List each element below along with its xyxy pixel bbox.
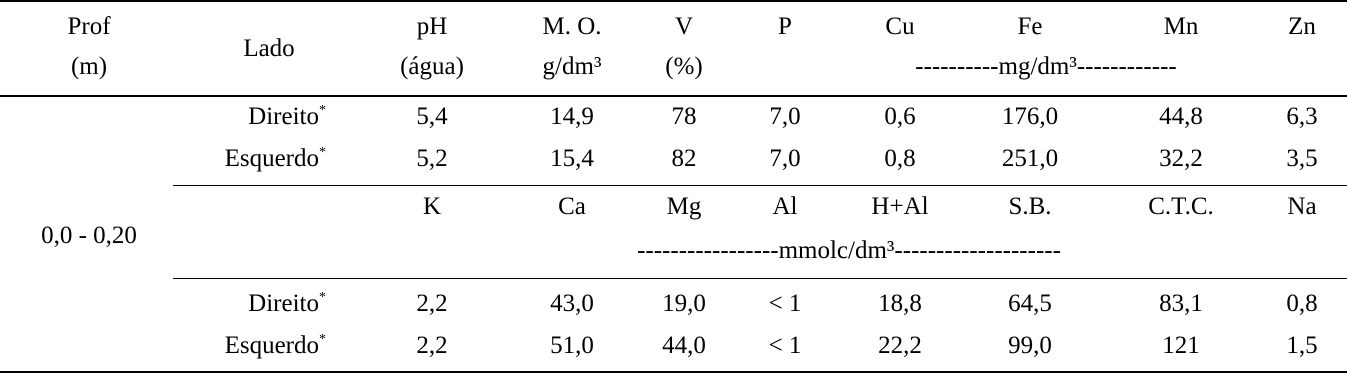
row3-ctc: 83,1: [1159, 290, 1203, 317]
header-ph-unit: (água): [400, 53, 464, 80]
row3-hal: 18,8: [878, 290, 922, 317]
header-mo: M. O.: [542, 13, 602, 40]
header-prof-unit: (m): [70, 53, 108, 80]
row2-ph: 5,2: [416, 145, 448, 172]
row3-k: 2,2: [416, 290, 448, 317]
header-mg-unit-span: ----------mg/dm³------------: [915, 53, 1177, 80]
row2-fe: 251,0: [1001, 145, 1059, 172]
row1-ph: 5,4: [416, 103, 448, 130]
row2-p: 7,0: [769, 145, 801, 172]
row4-na: 1,5: [1286, 332, 1318, 359]
row3-sb: 64,5: [1008, 290, 1052, 317]
header-hal: H+Al: [871, 193, 929, 220]
row4-lado: Esquerdo*: [224, 332, 326, 359]
header-v-unit: (%): [665, 53, 703, 80]
header-mmolc-unit-span: -----------------mmolc/dm³--------------------: [637, 237, 1061, 264]
row2-v: 82: [671, 145, 697, 172]
row2-zn: 3,5: [1286, 145, 1318, 172]
row2-mo: 15,4: [550, 145, 594, 172]
header-ctc: C.T.C.: [1148, 193, 1214, 220]
row1-mn: 44,8: [1159, 103, 1203, 130]
header-mn: Mn: [1163, 13, 1199, 40]
header-al: Al: [772, 193, 798, 220]
header-cu: Cu: [885, 13, 915, 40]
row2-mn: 32,2: [1159, 145, 1203, 172]
row1-v: 78: [671, 103, 697, 130]
row1-mo: 14,9: [550, 103, 594, 130]
row1-fe: 176,0: [1001, 103, 1059, 130]
header-sb: S.B.: [1008, 193, 1052, 220]
row4-ctc: 121: [1162, 332, 1200, 359]
row1-p: 7,0: [769, 103, 801, 130]
row4-sb: 99,0: [1008, 332, 1052, 359]
row1-lado: Direito*: [248, 103, 326, 130]
header-na: Na: [1287, 193, 1317, 220]
header-v: V: [674, 13, 694, 40]
row4-al: < 1: [768, 332, 802, 359]
row4-ca: 51,0: [550, 332, 594, 359]
depth-label: 0,0 - 0,20: [41, 222, 137, 249]
header-k: K: [422, 193, 442, 220]
row3-mg: 19,0: [662, 290, 706, 317]
row3-ca: 43,0: [550, 290, 594, 317]
bottom-rule: [0, 371, 1347, 373]
row1-zn: 6,3: [1286, 103, 1318, 130]
header-ph: pH: [416, 13, 448, 40]
row4-mg: 44,0: [662, 332, 706, 359]
header-mo-unit: g/dm³: [542, 53, 602, 80]
header-rule: [0, 95, 1347, 97]
row3-na: 0,8: [1286, 290, 1318, 317]
row2-lado: Esquerdo*: [224, 145, 326, 172]
mid-rule-1: [173, 185, 1347, 186]
header-zn: Zn: [1288, 13, 1316, 40]
top-rule: [0, 0, 1347, 2]
row4-hal: 22,2: [878, 332, 922, 359]
mid-rule-2: [173, 278, 1347, 279]
row3-al: < 1: [768, 290, 802, 317]
header-prof: Prof: [67, 13, 111, 40]
row4-k: 2,2: [416, 332, 448, 359]
header-lado: Lado: [243, 35, 295, 62]
header-mg: Mg: [666, 193, 702, 220]
header-fe: Fe: [1017, 13, 1043, 40]
header-ca: Ca: [558, 193, 586, 220]
header-p: P: [778, 13, 792, 40]
row3-lado: Direito*: [248, 290, 326, 317]
row1-cu: 0,6: [884, 103, 916, 130]
row2-cu: 0,8: [884, 145, 916, 172]
